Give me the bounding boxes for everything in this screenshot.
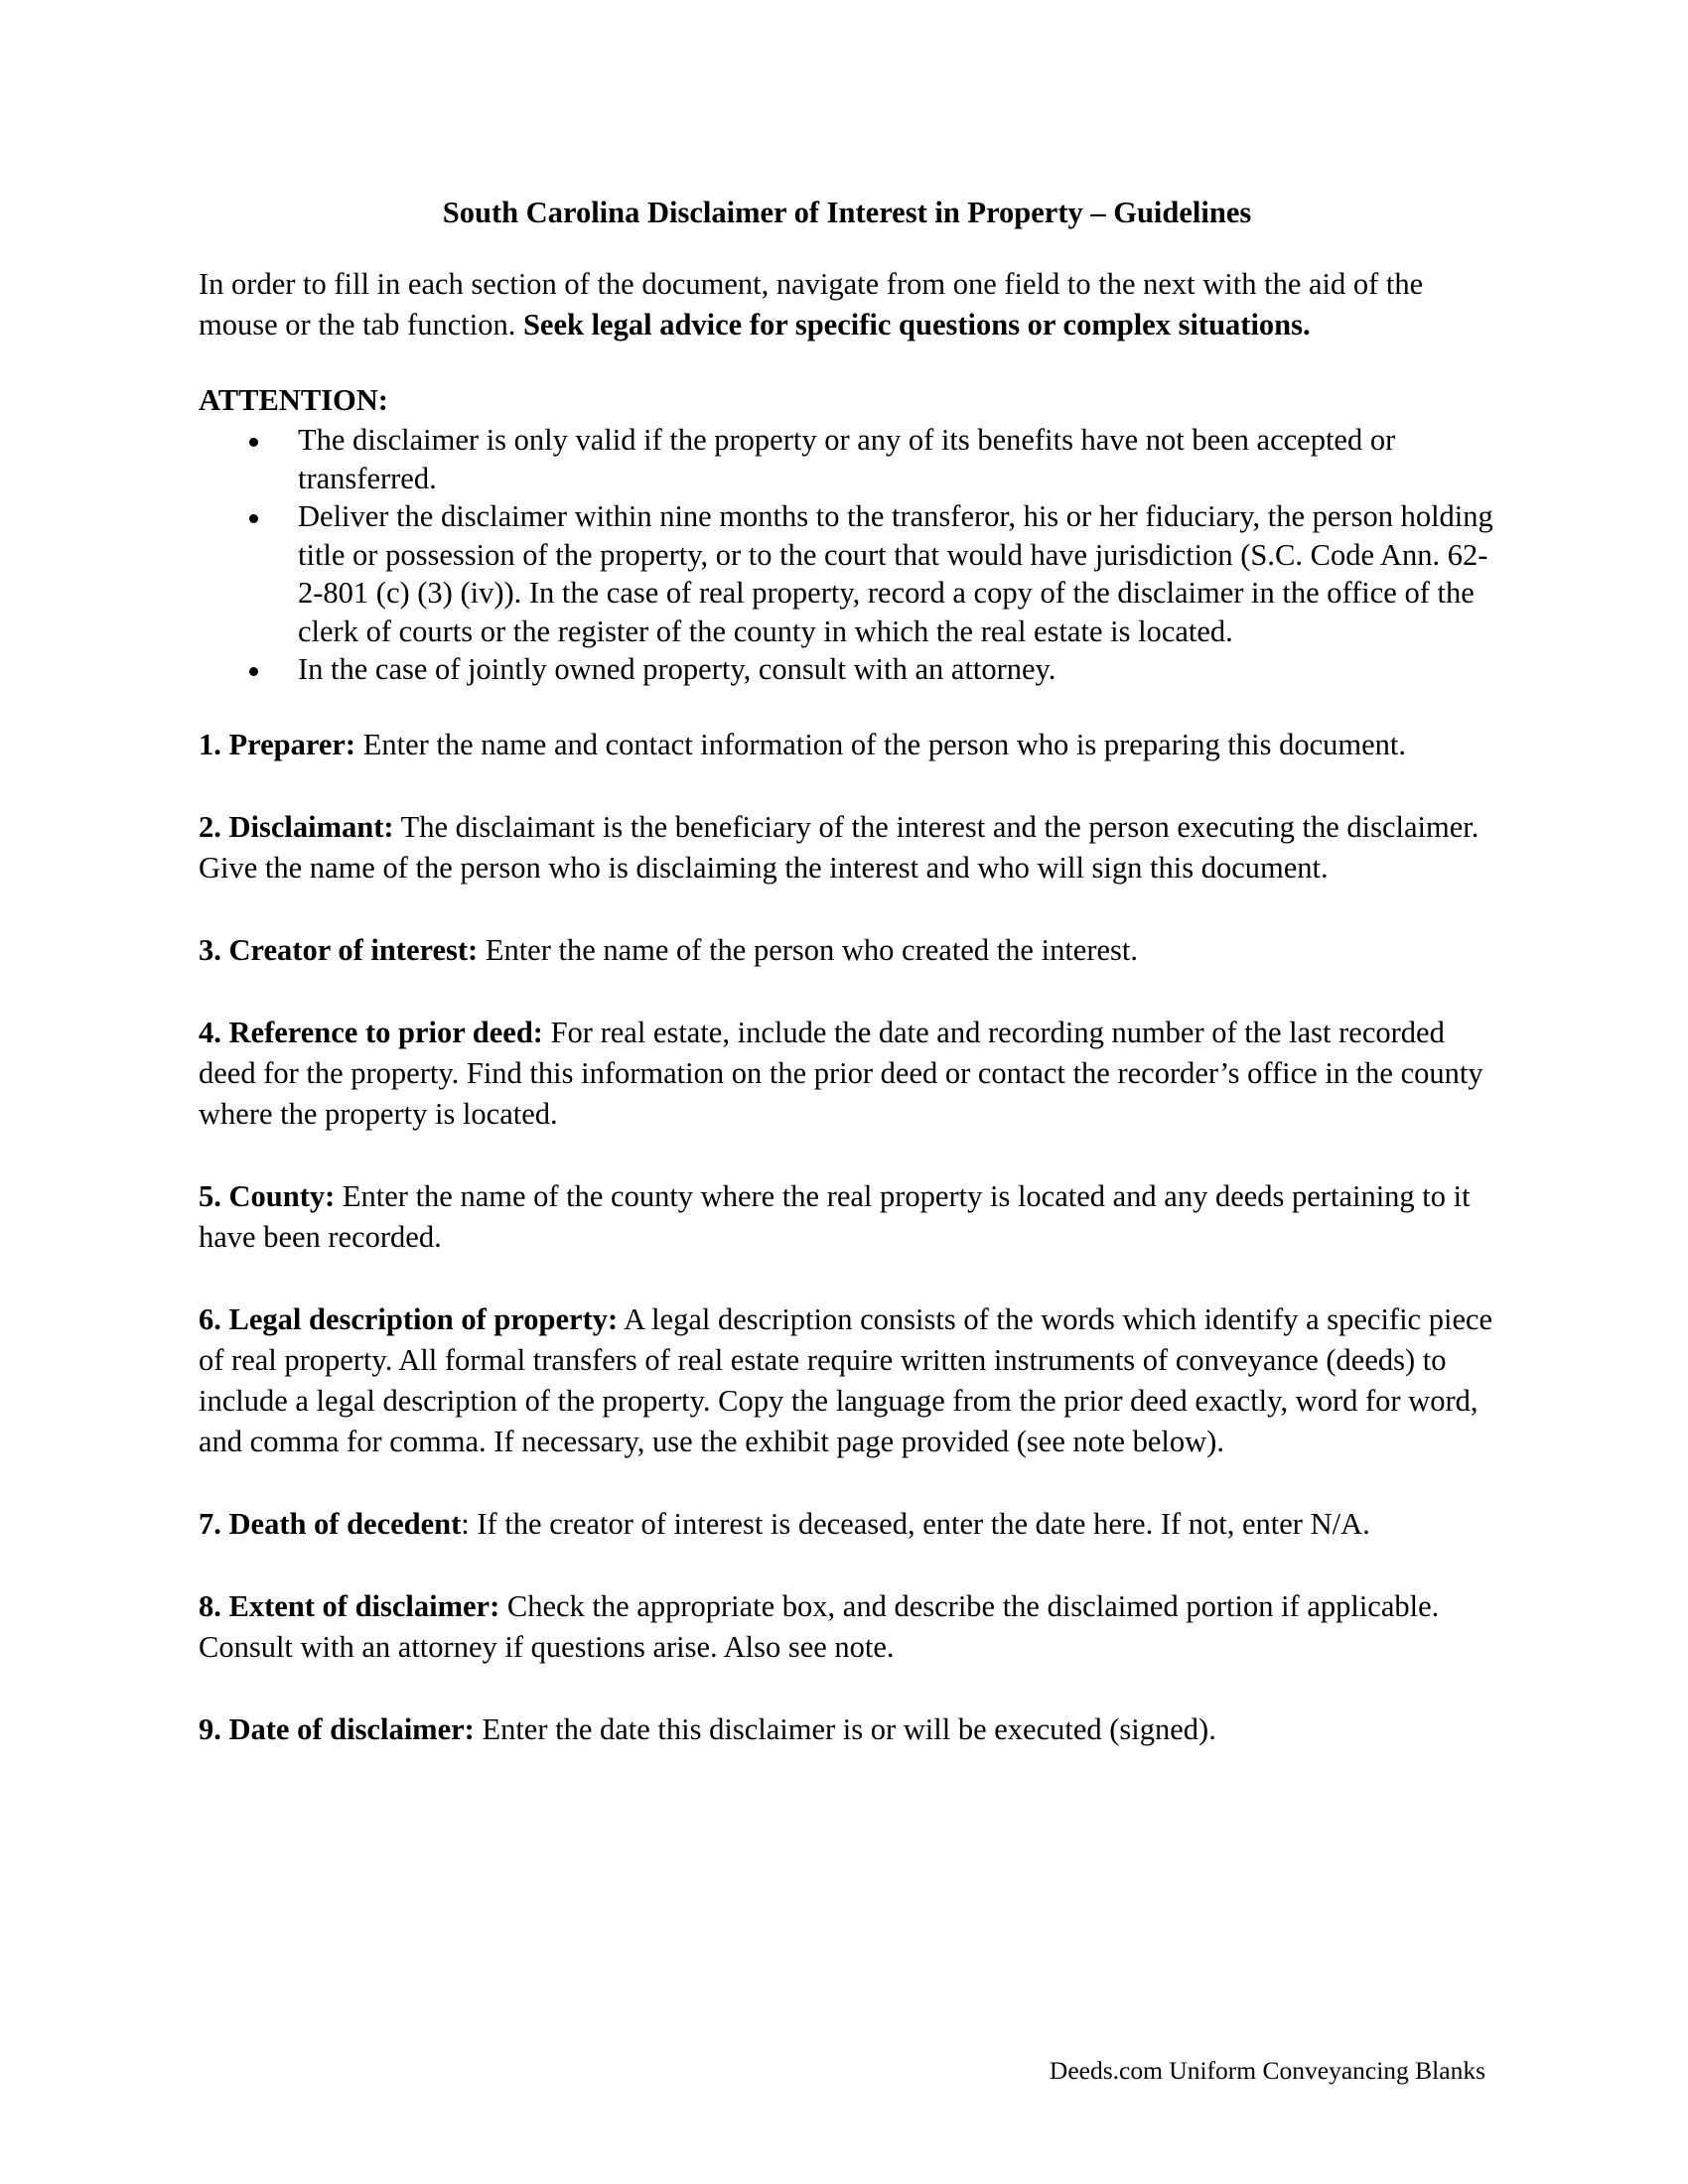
intro-bold-text: Seek legal advice for specific questions or complex situations.: [522, 308, 1311, 341]
bullet-text: In the case of jointly owned property, consult with an attorney.: [298, 652, 1056, 686]
section-text: Enter the name of the county where the real property is located and any deeds pertaining to it have been recorded.: [199, 1178, 1471, 1254]
section-label: 6. Legal description of property:: [199, 1301, 619, 1336]
list-item: [199, 497, 1495, 650]
section-label: 3. Creator of interest:: [199, 932, 479, 967]
bullet-text: The disclaimer is only valid if the property or any of its benefits have not been accepted or transferred.: [298, 423, 1396, 495]
section-text: : If the creator of interest is deceased, enter the date here. If not, enter N/A.: [461, 1506, 1370, 1541]
section-text: Enter the name of the person who created the interest.: [478, 932, 1138, 967]
bullet-icon: [249, 667, 258, 676]
document-page: [199, 193, 1495, 1792]
bullet-text: Deliver the disclaimer within nine months to the transferor, his or her fiduciary, the person holding title or possession of the property, or to the court that would have jurisdiction (S.C. Code Ann. 62-2-801 (c) (3) (iv)). In the case of real property, record a copy of the disclaimer in the office of the clerk of courts or the register of the county in which the real estate is located.: [298, 499, 1493, 648]
intro-paragraph: [199, 264, 1495, 345]
section-label: 4. Reference to prior deed:: [199, 1015, 543, 1049]
document-title: South Carolina Disclaimer of Interest in Property – Guidelines: [442, 196, 1252, 229]
section-label: 7. Death of decedent: [199, 1506, 462, 1541]
section-death-of-decedent: [199, 1504, 1495, 1545]
section-label: 5. County:: [199, 1178, 336, 1213]
section-creator-of-interest: [199, 930, 1495, 971]
list-item: [199, 421, 1495, 497]
section-text: Check the appropriate box, and describe the disclaimed portion if applicable. Consult with an attorney if questions arise. Also see note.: [199, 1588, 1440, 1664]
section-label: 8. Extent of disclaimer:: [199, 1588, 500, 1623]
attention-block: [199, 380, 1495, 689]
section-label: 1. Preparer:: [199, 727, 356, 761]
section-extent-of-disclaimer: [199, 1586, 1495, 1668]
section-county: [199, 1176, 1495, 1258]
attention-heading: ATTENTION:: [199, 383, 388, 417]
section-disclaimant: [199, 807, 1495, 888]
section-text: Enter the name and contact information of the person who is preparing this document.: [355, 727, 1406, 761]
bullet-icon: [249, 438, 258, 447]
section-label: 9. Date of disclaimer:: [199, 1711, 475, 1746]
list-item: [199, 650, 1495, 689]
section-text: For real estate, include the date and recording number of the last recorded deed for the property. Find this information on the prior deed or contact the recorder’s office in the county where the property is located.: [199, 1015, 1483, 1131]
section-preparer: [199, 725, 1495, 765]
section-reference-to-prior-deed: [199, 1013, 1495, 1135]
section-label: 2. Disclaimant:: [199, 809, 394, 844]
intro-text: In order to fill in each section of the document, navigate from one field to the next with the aid of the mouse or the tab function.: [199, 267, 1424, 341]
section-date-of-disclaimer: [199, 1709, 1495, 1750]
section-text: A legal description consists of the words which identify a specific piece of real property. All formal transfers of real estate require written instruments of conveyance (deeds) to include a legal description of the property. Copy the language from the prior deed exactly, word for word, and comma for comma. If necessary, use the exhibit page provided (see note below).: [199, 1301, 1493, 1458]
bullet-icon: [249, 514, 258, 523]
section-text: Enter the date this disclaimer is or will be executed (signed).: [474, 1711, 1216, 1746]
section-legal-description: [199, 1299, 1495, 1462]
footer-text: Deeds.com Uniform Conveyancing Blanks: [1049, 2056, 1485, 2085]
attention-list: [199, 421, 1495, 689]
section-text: The disclaimant is the beneficiary of the interest and the person executing the disclaimer. Give the name of the person who is disclaiming the interest and who will sign this document.: [199, 809, 1479, 885]
